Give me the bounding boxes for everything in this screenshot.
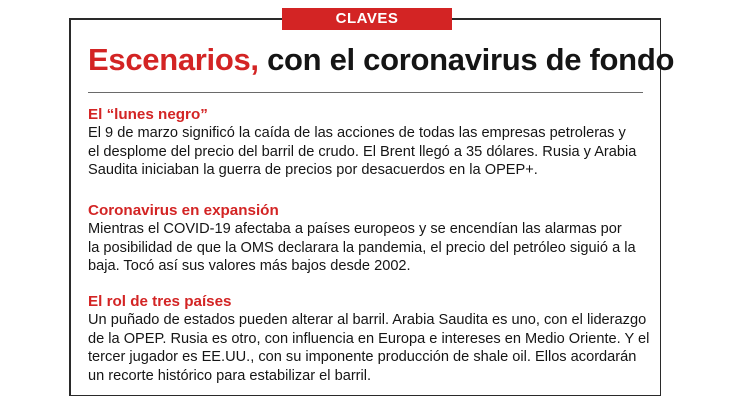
frame-left-border bbox=[69, 18, 71, 395]
body-line: tercer jugador es EE.UU., con su imponente producción de shale oil. Ellos acordarán bbox=[88, 349, 637, 366]
section-title: Coronavirus en expansión bbox=[88, 202, 279, 219]
headline-rest: con el coronavirus de fondo bbox=[267, 42, 675, 77]
headline-divider bbox=[88, 92, 643, 93]
body-line: Un puñado de estados pueden alterar al barril. Arabia Saudita es uno, con el liderazgo bbox=[88, 312, 647, 328]
section-title: El rol de tres países bbox=[88, 293, 232, 310]
section-coronavirus bbox=[88, 202, 654, 276]
body-line: el desplome del precio del barril de crudo. El Brent llegó a 35 dólares. Rusia y Arabia bbox=[88, 143, 637, 160]
body-line: un recorte histórico para estabilizar el barril. bbox=[88, 367, 372, 384]
headline-accent: Escenarios, bbox=[88, 42, 259, 77]
section-tres-paises bbox=[88, 293, 654, 385]
body-line: El 9 de marzo significó la caída de las acciones de todas las empresas petroleras y bbox=[88, 125, 626, 141]
section-body bbox=[88, 124, 654, 180]
section-body bbox=[88, 220, 654, 276]
section-title: El “lunes negro” bbox=[88, 106, 208, 123]
body-line: Saudita iniciaban la guerra de precios por desacuerdos en la OPEP+. bbox=[88, 162, 538, 179]
claves-tag: CLAVES bbox=[282, 8, 452, 30]
body-line: de la OPEP. Rusia es otro, con influencia en Europa e intereses en Medio Oriente. Y el bbox=[88, 330, 650, 347]
section-body bbox=[88, 311, 654, 385]
body-line: baja. Tocó así sus valores más bajos desde 2002. bbox=[88, 258, 411, 275]
headline bbox=[88, 40, 675, 80]
body-line: la posibilidad de que la OMS declarara la pandemia, el precio del petróleo siguió a la bbox=[88, 239, 636, 256]
section-lunes-negro bbox=[88, 106, 654, 180]
body-line: Mientras el COVID-19 afectaba a países europeos y se encendían las alarmas por bbox=[88, 221, 622, 237]
